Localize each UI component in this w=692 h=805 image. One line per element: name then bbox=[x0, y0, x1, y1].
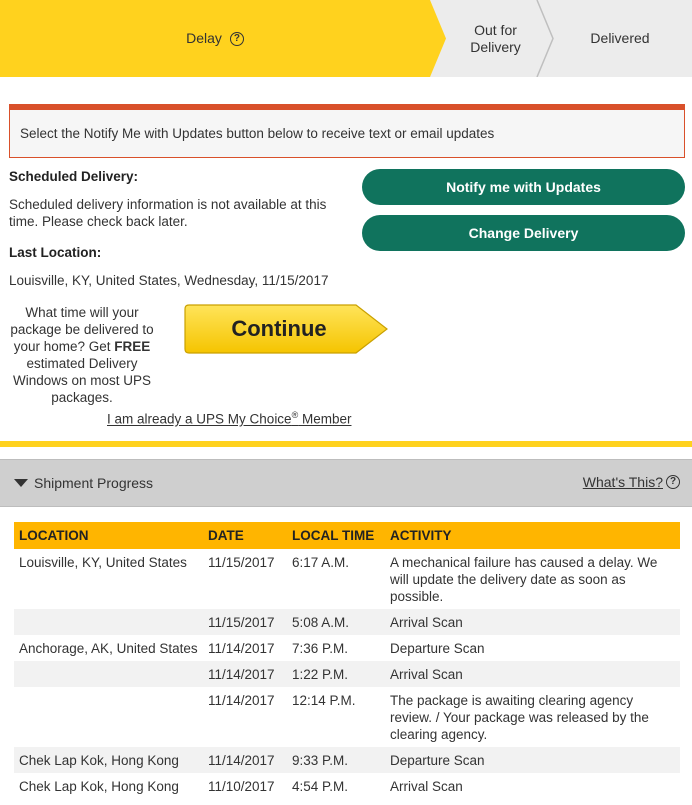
cell-time: 12:14 P.M. bbox=[292, 693, 356, 708]
cell-location bbox=[14, 661, 203, 687]
cell-date: 11/14/2017 bbox=[208, 693, 275, 708]
step-out-for-delivery-label: Out for Delivery bbox=[470, 21, 521, 55]
scheduled-delivery-text: Scheduled delivery information is not available at this time. Please check back later. bbox=[9, 197, 327, 229]
step-delay bbox=[0, 0, 430, 77]
registered-mark: ® bbox=[291, 410, 299, 420]
cell-date: 11/14/2017 bbox=[203, 747, 287, 773]
change-delivery-button-label: Change Delivery bbox=[468, 225, 579, 241]
step-delivered bbox=[560, 0, 680, 77]
cell-activity: The package is awaiting clearing agency review. / Your package was released by the clearing agency. bbox=[390, 693, 649, 742]
column-header-date: DATE bbox=[203, 522, 287, 549]
cell-time: 7:36 P.M. bbox=[292, 641, 349, 656]
cell-date: 11/15/2017 bbox=[208, 555, 275, 570]
last-location-text: Louisville, KY, United States, Wednesday, 11/15/2017 bbox=[9, 273, 329, 288]
cell-date: 11/15/2017 bbox=[203, 609, 287, 635]
my-choice-member-link[interactable] bbox=[107, 410, 351, 427]
shipment-progress-title: Shipment Progress bbox=[34, 475, 154, 491]
collapse-triangle-icon bbox=[14, 479, 28, 487]
table-row bbox=[14, 773, 680, 799]
notify-me-button[interactable] bbox=[362, 169, 685, 205]
notify-notice bbox=[9, 104, 685, 158]
change-delivery-button[interactable] bbox=[362, 215, 685, 251]
cell-location bbox=[14, 609, 203, 635]
cell-activity: Departure Scan bbox=[390, 641, 485, 656]
cell-time: 5:08 A.M. bbox=[287, 609, 385, 635]
table-header-row bbox=[14, 522, 680, 549]
cell-location: Chek Lap Kok, Hong Kong bbox=[14, 747, 203, 773]
last-location-label: Last Location: bbox=[9, 245, 102, 260]
cell-activity: A mechanical failure has caused a delay. We will update the delivery date as soon as possible. bbox=[390, 555, 658, 604]
cell-location bbox=[14, 687, 203, 747]
step-out-for-delivery bbox=[448, 0, 543, 77]
shipment-progress-toggle[interactable] bbox=[14, 475, 153, 491]
step-delivered-label: Delivered bbox=[590, 30, 650, 46]
cell-date: 11/14/2017 bbox=[208, 641, 275, 656]
shipment-progress-table bbox=[14, 522, 680, 799]
continue-button-label: Continue bbox=[231, 316, 327, 341]
cell-date: 11/14/2017 bbox=[203, 661, 287, 687]
cell-activity: Arrival Scan bbox=[385, 609, 680, 635]
member-link-text: I am already a UPS My Choice bbox=[107, 411, 292, 427]
section-divider bbox=[0, 441, 692, 447]
help-icon[interactable]: ? bbox=[666, 475, 680, 489]
step-delay-label: Delay bbox=[186, 30, 222, 46]
notify-me-button-label: Notify me with Updates bbox=[446, 179, 601, 195]
cell-activity: Arrival Scan bbox=[390, 779, 463, 794]
shipment-progress-header bbox=[0, 459, 692, 507]
promo-text-after: estimated Delivery Windows on most UPS packages. bbox=[12, 356, 152, 405]
column-header-local-time: LOCAL TIME bbox=[287, 522, 385, 549]
table-row bbox=[14, 635, 680, 661]
cell-date: 11/10/2017 bbox=[208, 779, 275, 794]
column-header-activity: ACTIVITY bbox=[385, 522, 680, 549]
help-icon[interactable]: ? bbox=[230, 32, 244, 46]
promo-free: FREE bbox=[114, 339, 151, 354]
cell-time: 9:33 P.M. bbox=[287, 747, 385, 773]
cell-time: 4:54 P.M. bbox=[292, 779, 349, 794]
table-row bbox=[14, 661, 680, 687]
notice-text: Select the Notify Me with Updates button below to receive text or email updates bbox=[20, 126, 495, 141]
delivery-progress-bar bbox=[0, 0, 692, 77]
cell-activity: Departure Scan bbox=[385, 747, 680, 773]
table-row bbox=[14, 609, 680, 635]
table-row bbox=[14, 747, 680, 773]
column-header-location: LOCATION bbox=[14, 522, 203, 549]
cell-time: 1:22 P.M. bbox=[287, 661, 385, 687]
whats-this-link[interactable]: What's This? bbox=[582, 474, 663, 490]
promo-text-before: What time will your package be delivered to your home? Get bbox=[10, 305, 154, 354]
my-choice-promo bbox=[7, 304, 157, 406]
cell-location: Chek Lap Kok, Hong Kong bbox=[19, 779, 179, 794]
member-link-text-after: Member bbox=[298, 411, 352, 427]
whats-this[interactable] bbox=[583, 474, 680, 490]
table-row bbox=[14, 687, 680, 747]
scheduled-delivery-label: Scheduled Delivery: bbox=[9, 169, 139, 184]
table-row bbox=[14, 549, 680, 609]
cell-location: Louisville, KY, United States bbox=[19, 555, 187, 570]
cell-location: Anchorage, AK, United States bbox=[19, 641, 198, 656]
continue-button[interactable] bbox=[184, 304, 390, 356]
cell-activity: Arrival Scan bbox=[385, 661, 680, 687]
cell-time: 6:17 A.M. bbox=[292, 555, 350, 570]
